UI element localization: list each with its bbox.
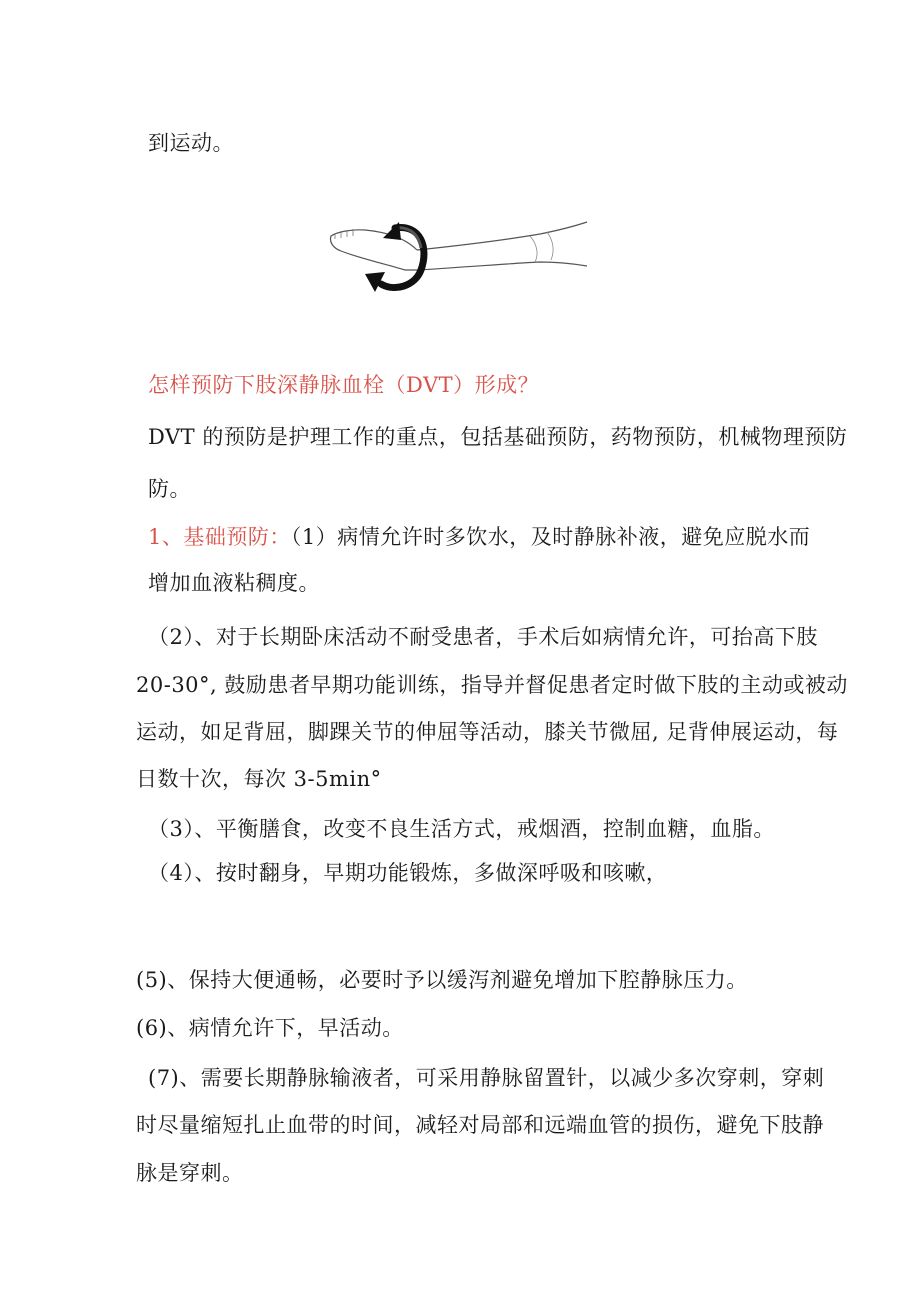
item6-text: (6)、病情允许下，早活动。 [136,1016,404,1040]
ankle-rotation-illustration [325,218,593,300]
item4-text: （4）、按时翻身，早期功能锻炼，多做深呼吸和咳嗽， [148,861,668,885]
para1-line1: DVT 的预防是护理工作的重点，包括基础预防，药物预防，机械物理预防 [148,425,848,449]
item1-label: 1、基础预防： [148,525,291,549]
item2-line1: （2）、对于长期卧床活动不耐受患者，手术后如病情允许，可抬高下肢 [148,625,818,649]
item1-line2: 增加血液粘稠度。 [148,571,320,595]
intro-tail-text: 到运动。 [148,131,234,155]
para1-line2: 防。 [148,477,191,501]
section-heading: 怎样预防下肢深静脉血栓（DVT）形成？ [148,373,540,397]
item3-text: （3）、平衡膳食，改变不良生活方式，戒烟酒，控制血糖，血脂。 [148,817,775,841]
item7-line1: (7)、需要长期静脉输液者，可采用静脉留置针，以减少多次穿刺，穿刺 [148,1066,825,1090]
item2-line2: 20-30°, 鼓励患者早期功能训练，指导并督促患者定时做下肢的主动或被动 [136,673,848,697]
item7-line2: 时尽量缩短扎止血带的时间，减轻对局部和远端血管的损伤，避免下肢静 [136,1113,824,1137]
item5-text: (5)、保持大便通畅，必要时予以缓泻剂避免增加下腔静脉压力。 [136,968,748,992]
item2-line3: 运动，如足背屈，脚踝关节的伸屈等活动，膝关节微屈, 足背伸展运动，每 [136,720,839,744]
item1-text: （1）病情允许时多饮水，及时静脉补液，避免应脱水而 [290,525,811,549]
item7-line3: 脉是穿刺。 [136,1161,244,1185]
item1-line1 [148,522,810,552]
item2-line4: 日数十次，每次 3-5min° [136,767,382,791]
